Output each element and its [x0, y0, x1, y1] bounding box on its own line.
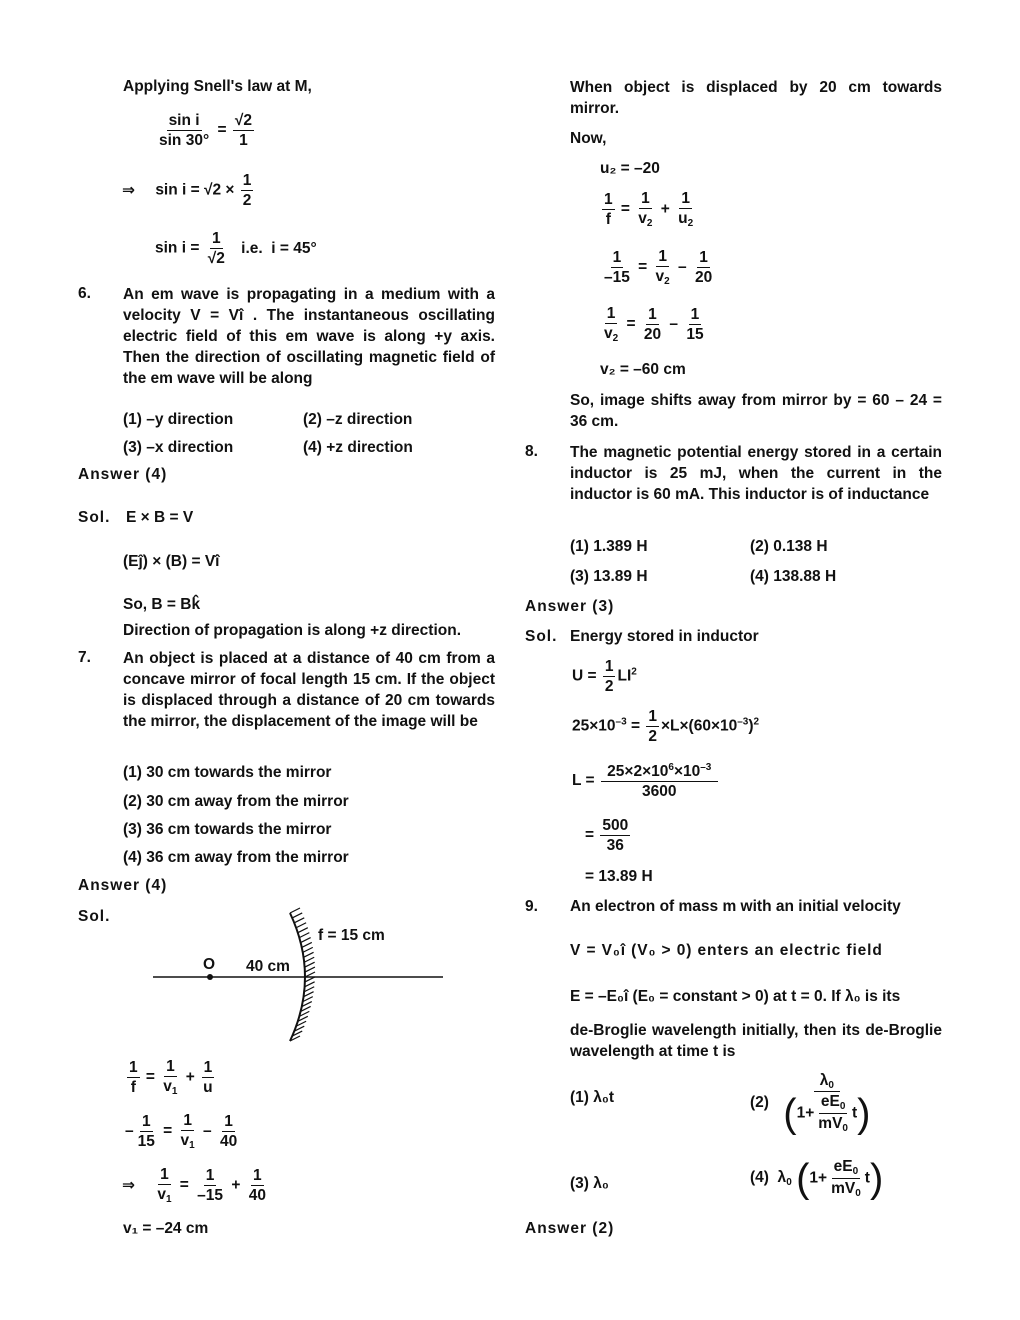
q8-result: = 13.89 H — [585, 868, 653, 885]
q6-option-3[interactable]: (3) –x direction — [123, 439, 234, 456]
q6-sol-line-3: So, B = Bk̂ — [123, 596, 201, 613]
diagram-focal-label: f = 15 cm — [318, 927, 385, 944]
q7-cont-equation-3: $\frac{1}{v_2}$ = $\frac{1}{20}$ – $\frac{1}{15}$ — [604, 305, 704, 345]
q8-equation-2: $25\times 10^{-3}$ = $\frac{1}{2}$ $\times L\times(60\times 10^{-3})^2$ — [572, 708, 760, 746]
snell-intro: Applying Snell's law at M, — [123, 78, 312, 95]
q8-answer: Answer (3) — [525, 598, 615, 615]
q9-line-3: E = –E₀î (E₀ = constant > 0) at t = 0. If λ₀ is its — [570, 988, 901, 1005]
q6-answer: Answer (4) — [78, 466, 168, 483]
q8-equation-4: = $\frac{500}{36}$ — [585, 817, 629, 855]
q6-text: An em wave is propagating in a medium with a velocity V = Vî . The instantaneous oscillating electric field of this em wave is along +y axis. Then the direction of oscillating magnetic field of the em wave will be along — [123, 286, 495, 387]
concave-mirror-diagram — [150, 905, 450, 1050]
q6-option-2[interactable]: (2) –z direction — [303, 411, 413, 428]
q6-option-4[interactable]: (4) +z direction — [303, 439, 413, 456]
q7-cont-intro: When object is displaced by 20 cm towards mirror. — [570, 79, 942, 117]
q7-equation-3: ⇒ $\frac{1}{v_1}$ = $\frac{1}{-15}$ + $\frac{1}{40}$ — [122, 1166, 266, 1206]
q8-equation-3: L = $\frac{25\times 2\times 10^6\times 10^{-3}}{3600}$ — [572, 762, 720, 800]
diagram-distance-label: 40 cm — [246, 958, 290, 975]
q9-option-3[interactable]: (3) λ₀ — [570, 1175, 609, 1192]
q9-option-1[interactable]: (1) λ₀t — [570, 1089, 615, 1106]
q7-cont-v2: v₂ = –60 cm — [600, 361, 686, 378]
q8-sol-label: Sol. — [525, 628, 558, 645]
q6-sol-line-2: (Eĵ) × (B) = Vî — [123, 553, 220, 570]
q7-option-1[interactable]: (1) 30 cm towards the mirror — [123, 764, 332, 781]
q9-line-2: V = V₀î (V₀ > 0) enters an electric field — [570, 942, 883, 959]
q7-cont-equation-2: $\frac{1}{-15}$ = $\frac{1}{v_2}$ – $\frac{1}{20}$ — [604, 248, 713, 288]
q7-option-2[interactable]: (2) 30 cm away from the mirror — [123, 793, 349, 810]
q7-sol-label: Sol. — [78, 908, 111, 925]
q6-option-1[interactable]: (1) –y direction — [123, 411, 234, 428]
q8-text: The magnetic potential energy stored in a certain inductor is 25 mJ, when the current in the inductor is 60 mA. This inductor is of inductance — [570, 444, 942, 503]
q7-equation-1: $\frac{1}{f}$ = $\frac{1}{v_1}$ + $\frac{1}{u}$ — [129, 1058, 213, 1098]
q7-answer: Answer (4) — [78, 877, 168, 894]
q9-line-4: de-Broglie wavelength initially, then its de-Broglie wavelength at time t is — [570, 1022, 942, 1060]
q8-option-4[interactable]: (4) 138.88 H — [750, 568, 837, 585]
q7-text: An object is placed at a distance of 40 cm from a concave mirror of focal length 15 cm. If the object is displaced through a distance of 20 cm towards the mirror, the displacement of the image will be — [123, 650, 495, 730]
q8-number: 8. — [525, 443, 538, 460]
object-point — [207, 974, 213, 980]
q8-sol-intro: Energy stored in inductor — [570, 628, 759, 645]
q7-cont-u2: u₂ = –20 — [600, 160, 660, 177]
q8-option-3[interactable]: (3) 13.89 H — [570, 568, 648, 585]
q7-cont-conclusion: So, image shifts away from mirror by = 60 – 24 = 36 cm. — [570, 392, 942, 430]
q9-option-2[interactable]: (2) $\lambda_0$ (1+ $\frac{eE_0}{mV_0}$ t) — [750, 1072, 871, 1136]
snell-equation-2: ⇒ sin i = √2 × $\frac{1}{2}$ — [122, 172, 252, 210]
q7-option-3[interactable]: (3) 36 cm towards the mirror — [123, 821, 332, 838]
snell-equation-3: sin i = $\frac{1}{√2}$ i.e. i = 45° — [155, 230, 317, 268]
q9-answer: Answer (2) — [525, 1220, 615, 1237]
mirror-hatching — [290, 908, 315, 1041]
q8-option-1[interactable]: (1) 1.389 H — [570, 538, 648, 555]
diagram-object-label: O — [203, 956, 216, 973]
q9-number: 9. — [525, 898, 538, 915]
q7-cont-equation-1: $\frac{1}{f}$ = $\frac{1}{v_2}$ + $\frac{1}{u_2}$ — [604, 190, 694, 230]
q8-equation-1: U = $\frac{1}{2}$ $LI^2$ — [572, 658, 637, 696]
q6-number: 6. — [78, 285, 91, 302]
q8-option-2[interactable]: (2) 0.138 H — [750, 538, 828, 555]
q7-cont-now: Now, — [570, 130, 607, 147]
q6-sol-line-1: E × B = V — [126, 509, 194, 526]
snell-equation-1: $\frac{\text{sin i}}{\sin 30^\circ}$ = $\frac{√2}{1}$ — [159, 112, 252, 150]
q7-number: 7. — [78, 649, 91, 666]
q6-sol-line-4: Direction of propagation is along +z direction. — [123, 622, 462, 639]
q9-option-4[interactable]: (4) $\lambda_0$ (1+ $\frac{eE_0}{mV_0}$ t) — [750, 1156, 884, 1201]
q7-option-4[interactable]: (4) 36 cm away from the mirror — [123, 849, 349, 866]
q6-sol-label: Sol. — [78, 509, 111, 526]
q9-text: An electron of mass m with an initial velocity — [570, 898, 901, 915]
q7-result: v₁ = –24 cm — [123, 1220, 209, 1237]
q7-equation-2: – $\frac{1}{15}$ = $\frac{1}{v_1}$ – $\frac{1}{40}$ — [125, 1112, 238, 1152]
